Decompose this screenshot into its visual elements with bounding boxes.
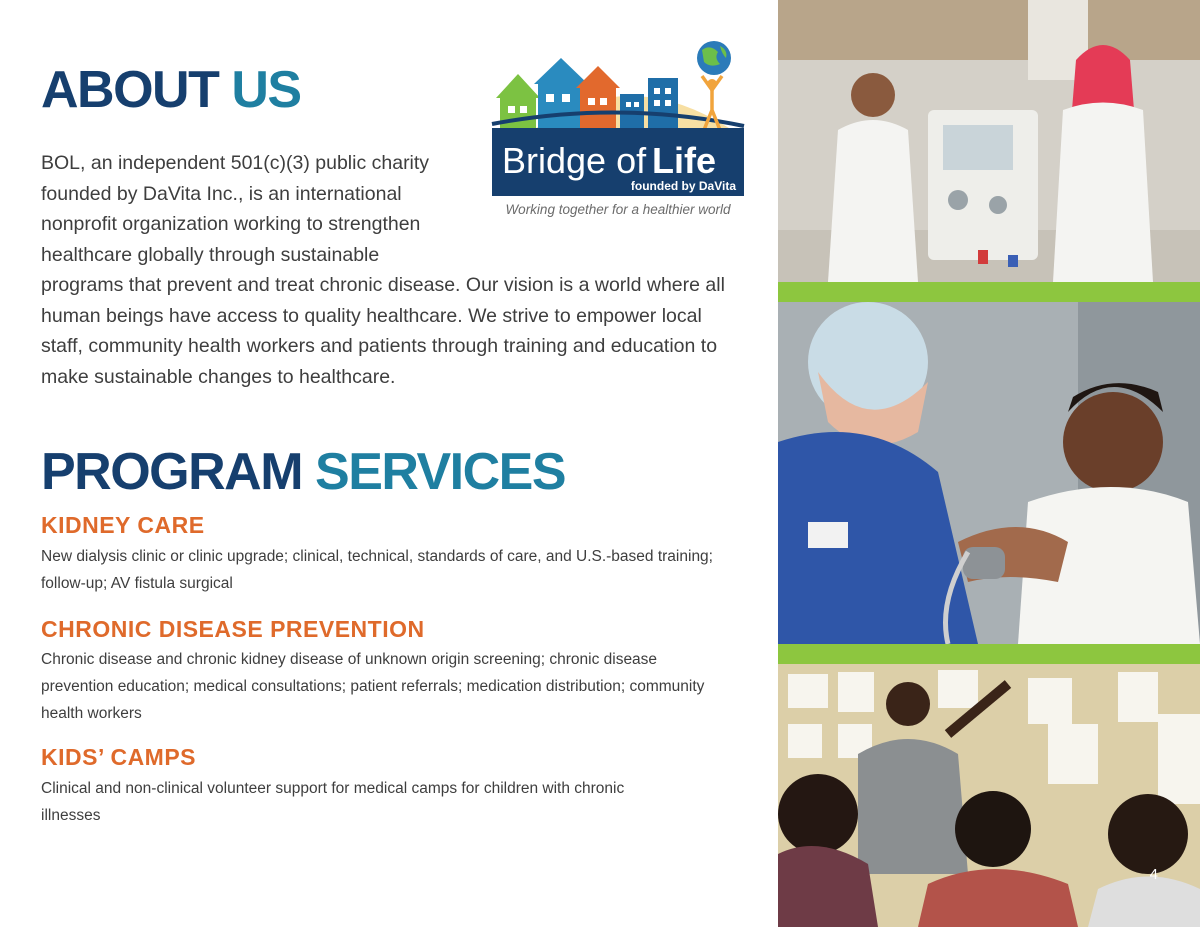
community-education-photo [778,664,1200,927]
service-heading-kidney-care: KIDNEY CARE [41,512,205,538]
about-heading-part2: US [231,61,301,119]
about-body-text: BOL, an independent 501(c)(3) public charity founded by DaVita Inc., is an international nonprofit organization working to strengthen healthcare globally through sustainable programs that prevent and treat chronic disease. Our vision is a world where all human beings have access to quality healthcare. We strive to empower local staff, community health workers and patients through training and education to make sustainable changes to healthcare. [41,152,725,388]
dialysis-clinic-photo [778,0,1200,282]
program-services-heading [41,443,566,501]
logo-tagline: Working together for a healthier world [505,202,731,217]
logo-founded-by: founded by DaVita [630,179,736,193]
houses-icon [496,58,678,136]
logo-name-part2: Life [652,140,717,181]
services-heading-part2: SERVICES [315,443,566,501]
service-description-chronic-disease: Chronic disease and chronic kidney disease of unknown origin screening; chronic disease prevention education; medical consultations; patient referrals; medication distribution; community health workers [41,651,705,722]
about-us-heading [41,61,301,119]
logo-name-part1: Bridge of [502,140,647,181]
about-heading-part1: ABOUT [41,61,219,119]
photo-column [778,0,1200,927]
bridge-of-life-logo [488,38,750,223]
volunteer-exam-photo [778,302,1200,644]
services-heading-part1: PROGRAM [41,443,303,501]
service-heading-chronic-disease: CHRONIC DISEASE PREVENTION [41,616,425,642]
service-heading-kids-camps: KIDS’ CAMPS [41,744,197,770]
page-number: 4 [1149,866,1158,883]
service-description-kids-camps: Clinical and non-clinical volunteer support for medical camps for children with chronic illnesses [41,780,625,824]
service-description-kidney-care: New dialysis clinic or clinic upgrade; clinical, technical, standards of care, and U.S.-based training; follow-up; AV fistula surgical [41,548,713,592]
